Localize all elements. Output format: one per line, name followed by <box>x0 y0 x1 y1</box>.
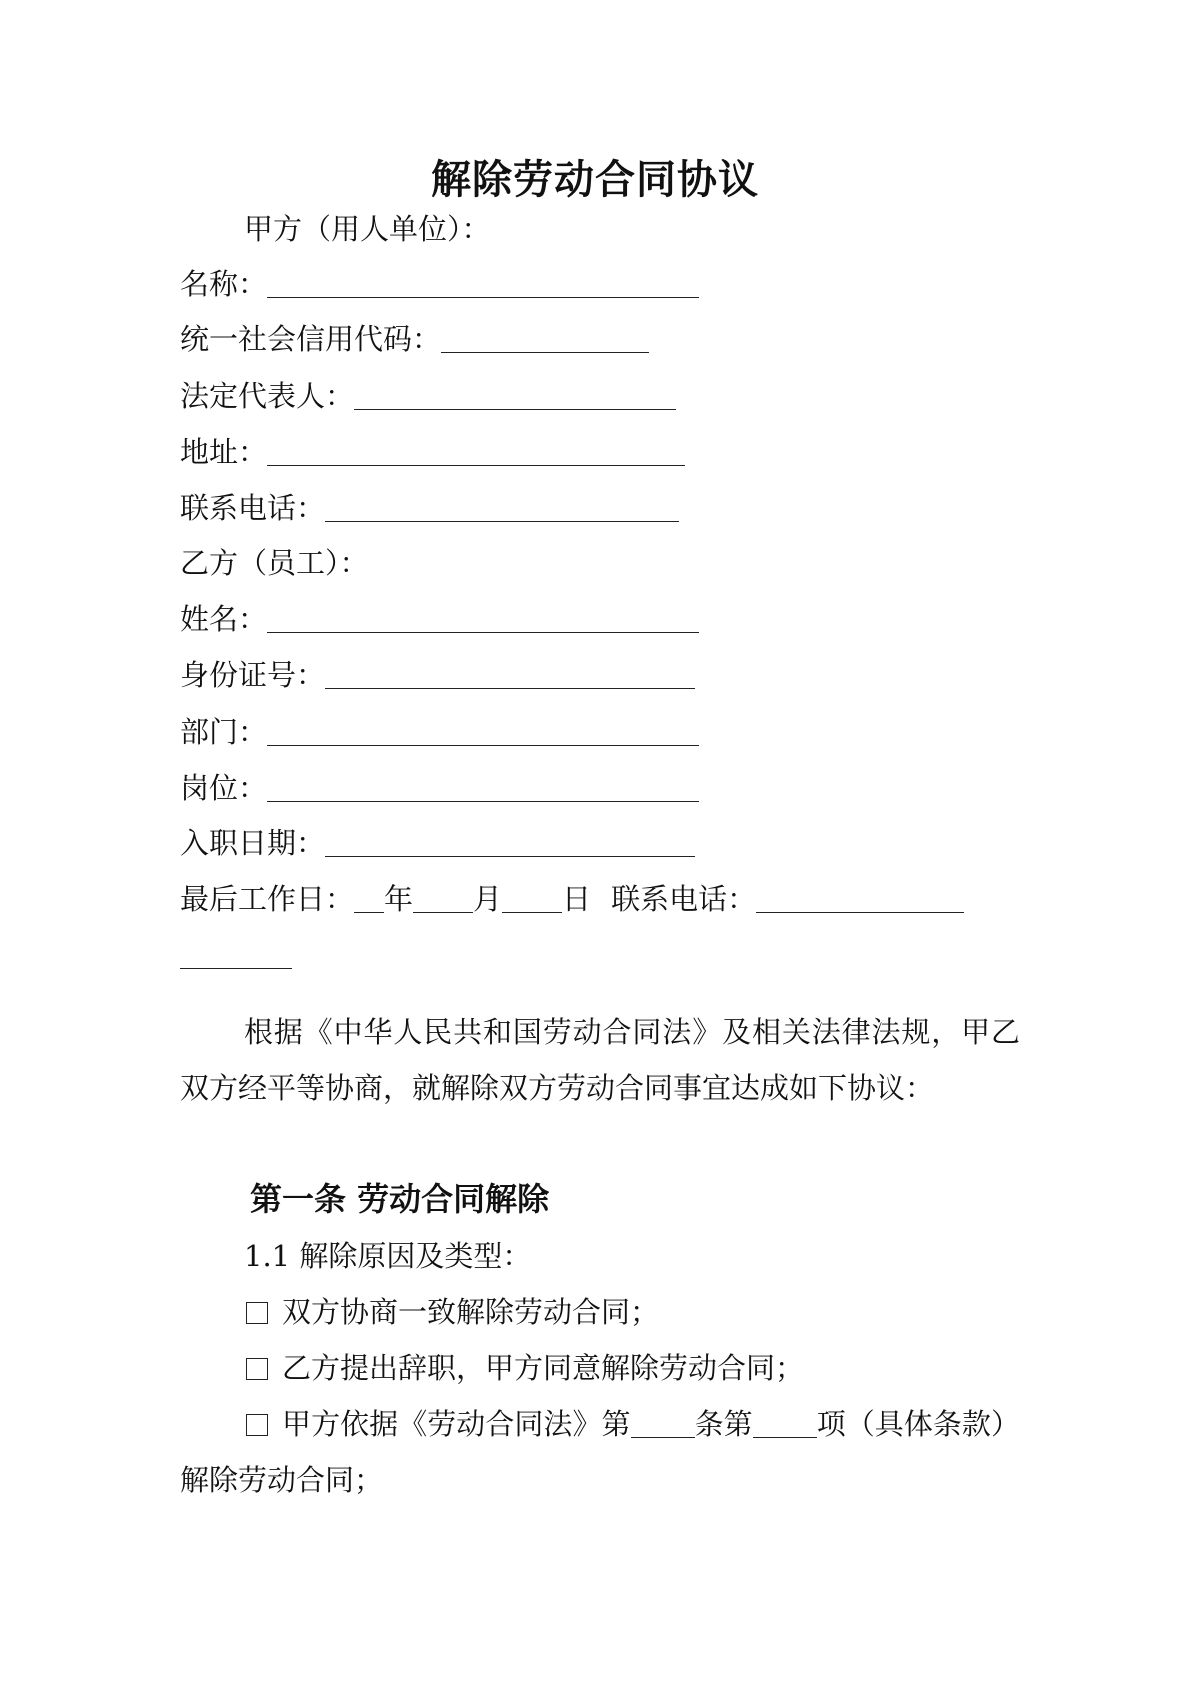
checkbox-resignation[interactable] <box>246 1358 268 1380</box>
party-b-name-blank[interactable] <box>267 602 699 633</box>
party-b-department-label: 部门： <box>180 715 268 749</box>
party-b-hire-date-blank[interactable] <box>325 826 695 857</box>
party-b-name-label: 姓名： <box>180 602 268 636</box>
party-a-name-blank[interactable] <box>267 267 699 298</box>
party-b-hire-date-row <box>180 823 695 863</box>
party-a-phone-blank[interactable] <box>325 491 679 522</box>
last-day-day-label: 日 <box>562 882 592 916</box>
party-a-legal-rep-blank[interactable] <box>354 379 676 410</box>
option-statutory-part3: 项（具体条款）解除劳动合同； <box>180 1407 1020 1497</box>
item-number-blank[interactable] <box>753 1407 817 1438</box>
party-b-position-row <box>180 768 699 808</box>
last-day-year-blank[interactable] <box>354 882 384 913</box>
party-b-id-blank[interactable] <box>325 658 695 689</box>
party-b-heading: 乙方（员工）： <box>180 546 369 580</box>
clause-1-1: 1.1 解除原因及类型： <box>244 1239 532 1273</box>
checkbox-statutory-termination[interactable] <box>246 1414 268 1436</box>
last-day-day-blank[interactable] <box>502 882 562 913</box>
party-b-id-row <box>180 655 695 695</box>
option-resignation-label: 乙方提出辞职，甲方同意解除劳动合同； <box>282 1351 805 1385</box>
party-a-credit-code-blank[interactable] <box>441 322 649 353</box>
last-day-phone-blank[interactable] <box>756 882 964 913</box>
party-b-position-label: 岗位： <box>180 771 268 805</box>
last-day-phone-label: 联系电话： <box>611 882 757 916</box>
document-title: 解除劳动合同协议 <box>431 157 759 203</box>
last-day-month-blank[interactable] <box>413 882 473 913</box>
option-statutory-part2: 条第 <box>694 1407 753 1441</box>
option-mutual-agreement <box>246 1292 659 1332</box>
party-b-hire-date-label: 入职日期： <box>180 826 326 860</box>
intro-paragraph: 根据《中华人民共和国劳动合同法》及相关法律法规，甲乙双方经平等协商，就解除双方劳动合同事宜达成如下协议： <box>180 1015 1020 1105</box>
party-b-name-row <box>180 599 699 639</box>
option-resignation <box>246 1348 804 1388</box>
party-b-department-blank[interactable] <box>267 715 699 746</box>
option-statutory-termination <box>180 1396 1020 1508</box>
party-a-name-label: 名称： <box>180 267 268 301</box>
last-day-month-label: 月 <box>473 882 503 916</box>
party-a-address-label: 地址： <box>180 435 268 469</box>
party-b-id-label: 身份证号： <box>180 658 326 692</box>
last-day-phone-continuation <box>180 935 292 975</box>
party-a-phone-row <box>180 488 679 528</box>
party-b-department-row <box>180 712 699 752</box>
party-a-name-row <box>180 264 699 304</box>
party-a-heading: 甲方（用人单位）： <box>244 212 491 246</box>
party-a-address-blank[interactable] <box>267 435 685 466</box>
party-a-legal-rep-label: 法定代表人： <box>180 379 355 413</box>
last-day-row <box>180 879 964 919</box>
last-day-phone-blank-continued[interactable] <box>180 938 292 969</box>
article-number-blank[interactable] <box>631 1407 695 1438</box>
party-a-address-row <box>180 432 685 472</box>
party-a-phone-label: 联系电话： <box>180 491 326 525</box>
checkbox-mutual-agreement[interactable] <box>246 1302 268 1324</box>
party-a-credit-code-row <box>180 319 649 359</box>
option-statutory-part1: 甲方依据《劳动合同法》第 <box>282 1407 631 1441</box>
last-day-year-label: 年 <box>384 882 414 916</box>
option-mutual-agreement-label: 双方协商一致解除劳动合同； <box>282 1295 660 1329</box>
party-a-credit-code-label: 统一社会信用代码： <box>180 322 442 356</box>
party-a-legal-rep-row <box>180 376 676 416</box>
article-1-heading: 第一条 劳动合同解除 <box>250 1180 550 1218</box>
party-b-position-blank[interactable] <box>267 771 699 802</box>
last-day-label: 最后工作日： <box>180 882 355 916</box>
